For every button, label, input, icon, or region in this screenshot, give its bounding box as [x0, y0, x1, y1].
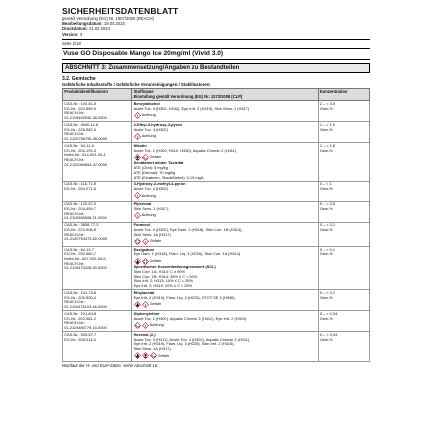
product-identifier: REACH-Nr.:	[64, 299, 86, 305]
safety-data-sheet	[62, 6, 370, 368]
additional-value: Skin Irrit. 2; H315: 10% ≤ C < 25%	[133, 278, 193, 284]
product-identifier: CAS-Nr.: 64-19-7	[64, 246, 95, 252]
substance-cell	[132, 122, 318, 143]
substance-cell	[132, 201, 318, 222]
substance-name: Hexenal (2-)	[133, 331, 156, 337]
ghs-exclamation-icon	[134, 133, 141, 140]
table-row	[63, 122, 370, 143]
signal-word: Gefahr	[149, 257, 162, 263]
product-identifier: EG-Nr.: 205-500-4	[64, 294, 96, 300]
additional-heading: Spezifischer Konzentrationsgrenzwert (SCL)	[133, 264, 216, 270]
classification-text: Acute Tox. 3 (H311), Acute Tox. 4 (H302), Aquatic Chronic 2 (H411),	[133, 336, 251, 342]
concentration-cell	[318, 222, 369, 246]
product-identifier: Index-Nr.: 614-001-00-4	[64, 152, 106, 158]
classification-text: Acute Tox. 4 (H302), Eye Dam. 1 (H318), Skin Corr. 1B (H314),	[133, 226, 243, 232]
concentration-value: Gew-%	[319, 251, 333, 257]
substance-cell	[132, 311, 318, 332]
classification-text: Acute Tox. 4 (H302)	[133, 186, 168, 192]
product-identifier: EG-Nr.: 202-981-2	[64, 315, 96, 321]
identifiers-cell	[63, 122, 132, 143]
ingredients-table	[62, 88, 370, 361]
signal-word: Achtung	[141, 192, 156, 198]
concentration-value: 1 – < 1,9	[319, 121, 336, 127]
classification-text: Skin Sens. 1A (H317)	[133, 346, 171, 352]
substance-name: Ethylacetat	[133, 289, 155, 295]
hazard-pictograms	[134, 192, 317, 199]
table-row	[63, 143, 370, 182]
product-identifier: 01-2120754473-52-0000	[64, 236, 108, 242]
hazard-pictograms	[134, 322, 317, 329]
concentration-value: Gew-%	[319, 105, 333, 111]
product-identifier: 01-2119983608-21-0000	[64, 215, 107, 221]
ghs-exclamation-icon	[134, 192, 141, 199]
identifiers-cell	[63, 290, 132, 311]
table-row	[63, 247, 370, 290]
substance-cell	[132, 143, 318, 182]
additional-value: Eye Irrit. 2; H319: 10% ≤ C < 25%	[133, 283, 193, 289]
concentration-value: Gew-%	[319, 336, 333, 342]
classification-text: Skin Sens. 1 (H317)	[133, 205, 169, 211]
substance-name: Essigsäure	[133, 246, 155, 252]
substance-name: 3-Hydroxy-2-methyl-4-pyron	[133, 181, 186, 187]
version: Version: 3	[62, 31, 83, 37]
concentration-value: 2 – < 3,5	[319, 100, 336, 106]
svg-text:!: !	[144, 240, 146, 245]
concentration-value: 0 – < 0,04	[319, 310, 338, 316]
table-row	[63, 201, 370, 222]
ghs-flame-icon	[134, 301, 141, 308]
concentration-cell	[318, 201, 369, 222]
svg-text:!: !	[136, 135, 138, 140]
product-identifier: 01-2119475328-30-0000	[64, 265, 107, 271]
product-identifier: 01-2119475103-46-0000	[64, 304, 107, 310]
concentration-value: Gew-%	[319, 126, 333, 132]
identifiers-cell	[63, 222, 132, 246]
product-identifier: EG-Nr.: 204-271-8	[64, 186, 96, 192]
product-identifier: CAS-Nr.: 4940-11-8	[64, 121, 99, 127]
product-identifier: REACH-Nr.:	[64, 210, 86, 216]
additional-value: ATE (Oral): 5 mg/kg	[133, 165, 168, 171]
product-identifier: REACH-Nr.:	[64, 260, 86, 266]
substance-name: Diphenylether	[133, 310, 160, 316]
hazard-pictograms	[134, 352, 317, 359]
svg-text:!: !	[136, 194, 138, 199]
concentration-cell	[318, 143, 369, 182]
product-identifier: 01-2119485779-15-0000	[64, 325, 107, 331]
signal-word: Gefahr	[149, 301, 162, 307]
concentration-cell	[318, 122, 369, 143]
product-identifier: EG-Nr.: 225-582-5	[64, 126, 96, 132]
classification-text: Acute Tox. 2 (H300, H310, H330), Aquatic Chronic 2 (H411)	[133, 147, 237, 153]
regulation-note: gemäß Verordnung (EG) Nr. 1907/2006 (REACH)	[62, 16, 154, 21]
concentration-value: Gew-%	[319, 226, 333, 232]
ghs-exclamation-icon	[134, 112, 141, 119]
identifiers-cell	[63, 311, 132, 332]
concentration-value: 1 – < 1,8	[319, 142, 336, 148]
substance-cell	[132, 332, 318, 361]
product-identifier: EG-Nr.: 222-908-8	[64, 226, 96, 232]
footer-note: Wortlaut der H- und EUH-Sätze: siehe Abschnitt 16.	[62, 362, 159, 368]
additional-value: ATE (Dermal): 70 mg/kg	[133, 169, 176, 175]
product-identifier: REACH-Nr.:	[64, 156, 86, 162]
ghs-exclamation-icon	[134, 212, 141, 219]
product-identifier: CAS-Nr.: 100-51-6	[64, 100, 97, 106]
substance-name: Nikotin	[133, 142, 147, 148]
ghs-exclamation-icon	[142, 322, 149, 329]
substance-cell	[132, 222, 318, 246]
concentration-cell	[318, 311, 369, 332]
concentration-value: Gew-%	[319, 205, 333, 211]
signal-word: Gefahr	[157, 352, 170, 358]
hazard-pictograms	[134, 133, 317, 140]
signal-word: Achtung	[149, 322, 164, 328]
divider	[62, 39, 370, 40]
processing-date: Bearbeitungsdatum: 19.04.2023	[62, 21, 125, 27]
substance-cell	[132, 290, 318, 311]
classification-text: Eye Irrit. 2 (H319), Flam. Liq. 2 (H225), STOT SE 3 (H336)	[133, 294, 235, 300]
product-identifier: REACH-Nr.:	[64, 231, 86, 237]
classification-text: Acute Tox. 4 (H302, H332), Eye Irrit. 2 (H319), Skin Sens. 1 (H317)	[133, 105, 250, 111]
identifiers-cell	[63, 247, 132, 290]
product-identifier: REACH-Nr.:	[64, 110, 86, 116]
table-row	[63, 101, 370, 122]
column-header-concentration: Konzentration	[318, 89, 369, 101]
additional-value: Skin Corr. 1A; H314: C ≥ 90%	[133, 268, 186, 274]
product-identifier: REACH-Nr.:	[64, 320, 86, 326]
concentration-cell	[318, 181, 369, 201]
classification-text: Eye Dam. 1 (H318), Flam. Liq. 3 (H226), Skin Corr. 1A (H314)	[133, 251, 241, 257]
signal-word: Achtung	[141, 132, 156, 138]
table-row	[63, 290, 370, 311]
print-date: Druckdatum: 21.02.2024	[62, 26, 110, 32]
signal-word: Achtung	[141, 212, 156, 218]
concentration-cell	[318, 101, 369, 122]
table-row	[63, 332, 370, 361]
substance-cell	[132, 101, 318, 122]
hazard-pictograms	[134, 112, 317, 119]
product-identifier: EG-Nr.: 200-193-3	[64, 147, 96, 153]
product-identifier: CAS-Nr.: 120-57-0	[64, 201, 97, 207]
concentration-cell	[318, 332, 369, 361]
table-header-row	[63, 89, 370, 101]
column-header-substance: Stoffname Einstufung gemäß Verordnung (EG) Nr. 1272/2008 [CLP]	[132, 89, 318, 101]
ghs-flame-icon	[134, 352, 141, 359]
product-identifier: CAS-Nr.: 54-11-5	[64, 142, 94, 148]
svg-text:!: !	[136, 214, 138, 219]
signal-word: Gefahr	[149, 153, 162, 159]
substance-name: Benzylalkohol	[133, 100, 160, 106]
product-identifier: CAS-Nr.: 505-57-7	[64, 331, 97, 337]
page-number: Seite 2/18	[62, 40, 81, 46]
product-name: Vuse GO Disposable Mango Ice 20mg/ml (Vivid 3.0)	[62, 48, 370, 60]
identifiers-cell	[63, 201, 132, 222]
column-header-ids: Produktidentifikatoren	[63, 89, 132, 101]
signal-word: Achtung	[141, 111, 156, 117]
subsection-subtitle: Gefährliche Inhaltsstoffe / Gefährliche Verunreinigungen / Stabilisatoren:	[62, 82, 211, 88]
concentration-value: 0 – < 1	[319, 181, 332, 187]
table-row	[63, 181, 370, 201]
classification-text: Acute Tox. 1 (H400), Aquatic Chronic 3 (H412), Eye Irrit. 2 (H319)	[133, 315, 247, 321]
svg-text:!: !	[144, 324, 146, 329]
concentration-value: Gew-%	[319, 315, 333, 321]
product-identifier: EG-Nr.: 204-409-7	[64, 205, 96, 211]
identifiers-cell	[63, 101, 132, 122]
concentration-cell	[318, 247, 369, 290]
substance-cell	[132, 247, 318, 290]
svg-text:!: !	[136, 114, 138, 119]
additional-value: Skin Corr. 1B; H314: 25% ≤ C < 90%	[133, 273, 198, 279]
product-identifier: EG-Nr.: 208-014-0	[64, 336, 96, 342]
hazard-pictograms	[134, 212, 317, 219]
product-identifier: Index-Nr.: 607-002-00-6	[64, 256, 106, 262]
hazard-pictograms	[134, 301, 317, 308]
identifiers-cell	[63, 143, 132, 182]
product-identifier: CAS-Nr.: 141-78-6	[64, 289, 97, 295]
product-identifier: 01-2119492630-38-0000	[64, 114, 107, 120]
substance-name: Furaneol	[133, 222, 150, 228]
table-row	[63, 311, 370, 332]
section-heading: ABSCHNITT 3: Zusammensetzung/Angaben zu Bestandteilen	[62, 63, 370, 73]
concentration-value: Gew-%	[319, 186, 333, 192]
subsection-heading: 3.2. Gemische	[62, 76, 96, 83]
product-identifier: 01-2120758795-36-0000	[64, 135, 108, 141]
ghs-corrosion-icon	[134, 238, 141, 245]
substance-name: 2-Ethyl-3-hydroxy-4-pyron	[133, 121, 182, 127]
product-identifier: EG-Nr.: 202-859-9	[64, 105, 96, 111]
additional-heading: Schätzwert akuter Toxizität	[133, 160, 184, 166]
hazard-pictograms	[134, 238, 317, 245]
additional-value: ATE (Einatmen, Staub/Nebel): 0,19 mg/L	[133, 174, 204, 180]
concentration-value: 0 – < 0,5	[319, 201, 336, 207]
concentration-value: 0 – < 0,04	[319, 331, 338, 337]
identifiers-cell	[63, 332, 132, 361]
product-identifier: REACH-Nr.:	[64, 131, 86, 137]
identifiers-cell	[63, 181, 132, 201]
product-identifier: EG-Nr.: 200-580-7	[64, 251, 96, 257]
svg-text:!: !	[144, 303, 146, 308]
ghs-exclamation-icon	[142, 238, 149, 245]
concentration-value: Gew-%	[319, 147, 333, 153]
ghs-environment-icon	[150, 352, 157, 359]
ghs-skull-icon	[142, 352, 149, 359]
ghs-environment-icon	[134, 322, 141, 329]
substance-name: Piperonal	[133, 201, 152, 207]
classification-text: Skin Sens. 1A (H317)	[133, 231, 171, 237]
ghs-exclamation-icon	[142, 301, 149, 308]
concentration-value: 0 – < 0,1	[319, 222, 336, 228]
product-identifier: CAS-Nr.: 118-71-8	[64, 181, 96, 187]
concentration-value: 0 – < 0,1	[319, 246, 336, 252]
classification-text: Eye Irrit. 2 (H319), Flam. Liq. 3 (H226), Skin Irrit. 2 (H315),	[133, 341, 235, 347]
substance-cell	[132, 181, 318, 201]
concentration-value: 0 – < 0,1	[319, 289, 336, 295]
product-identifier: CAS-Nr.: 101-84-8	[64, 310, 97, 316]
classification-text: Acute Tox. 4 (H302)	[133, 126, 168, 132]
table-row	[63, 222, 370, 246]
signal-word: Gefahr	[149, 238, 162, 244]
product-identifier: CAS-Nr.: 3658-77-3	[64, 222, 99, 228]
product-identifier: 01-2120069654-47-0000	[64, 161, 108, 167]
document-title: SICHERHEITSDATENBLATT	[62, 6, 179, 16]
concentration-value: Gew-%	[319, 294, 333, 300]
concentration-cell	[318, 290, 369, 311]
